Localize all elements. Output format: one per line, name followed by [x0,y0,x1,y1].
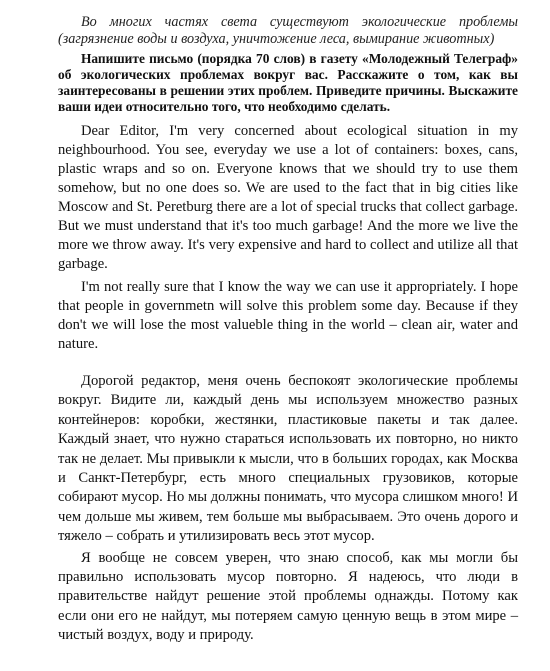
task-context: Во многих частях света существуют экологические проблемы (загрязнение воды и воздуха, уничтожение леса, вымирание животных) [58,14,518,48]
english-letter-paragraph-1: Dear Editor, I'm very concerned about ecological situation in my neighbourhood. You see, everyday we use a lot of containers: boxes, cans, plastic wraps and so on. Everyone knows that we should try to use them somehow, but no one does so. We are used to the fact that in big cities like Moscow and St. Peretburg there are a lot of special trucks that collect garbage. But we must understand that it's too much garbage! And the more we live the more we throw away. It's very expensive and hard to collect and utilize all that garbage. [58,122,518,273]
document-page [58,14,518,664]
russian-translation-paragraph-1: Дорогой редактор, меня очень беспокоят экологические проблемы вокруг. Видите ли, каждый день мы используем множество разных контейнеров: коробки, жестянки, пластиковые пакеты и так далее. Каждый знает, что нужно стараться использовать их повторно, но никто так не делает. Мы привыкли к мысли, что в больших городах, как Москва и Санкт-Петербург, есть много специальных грузовиков, которые собирают мусор. Но мы должны понимать, что мусора слишком много! И чем дольше мы живем, тем больше мы выбрасываем. Это очень дорого и тяжело – собрать и утилизировать весь этот мусор. [58,372,518,545]
english-letter-paragraph-2: I'm not really sure that I know the way we can use it appropriately. I hope that people in governmetn will solve this problem some day. Because if they don't we will lose the most valueble thing in the world – clean air, water and nature. [58,278,518,352]
russian-translation-paragraph-2: Я вообще не совсем уверен, что знаю способ, как мы могли бы правильно использовать мусор повторно. Я надеюсь, что люди в правительстве найдут решение этой проблемы однажды. Потому как если они его не найдут, мы потеряем самую ценную вещь в этом мире – чистый воздух, воду и природу. [58,549,518,644]
task-instructions: Напишите письмо (порядка 70 слов) в газету «Молодежный Телеграф» об экологических проблемах вокруг вас. Расскажите о том, как вы заинтересованы в решении этих проблем. Приведите причины. Выскажите ваши идеи относительно того, что необходимо сделать. [58,50,518,115]
